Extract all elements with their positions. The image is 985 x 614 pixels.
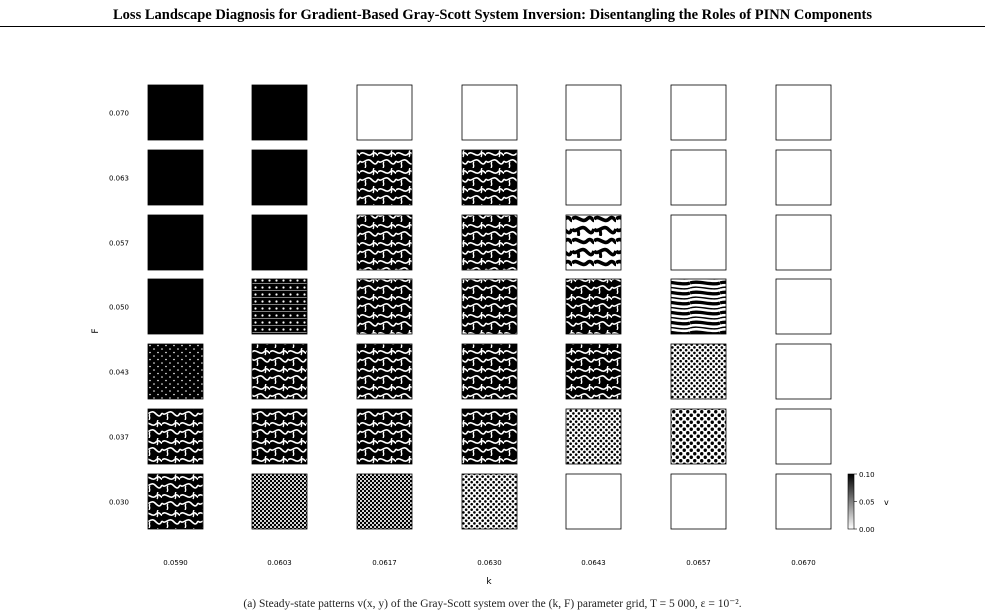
pattern-tile-empty — [776, 474, 831, 529]
pattern-tile-empty — [671, 85, 726, 140]
y-tick-label: 0.050 — [108, 303, 129, 312]
pattern-tile-labyrinth — [357, 215, 412, 270]
pattern-tile-solid — [252, 85, 307, 140]
pattern-tile-solid — [252, 215, 307, 270]
pattern-tile-labyrinth — [148, 474, 203, 529]
colorbar — [848, 471, 889, 534]
pattern-tile-labyrinth — [566, 279, 621, 334]
pattern-tile-empty — [776, 279, 831, 334]
x-tick-labels — [163, 559, 816, 567]
y-tick-label: 0.063 — [108, 174, 129, 183]
y-tick-labels — [109, 110, 129, 507]
pattern-tile-solid — [148, 85, 203, 140]
x-tick-label: 0.0603 — [267, 559, 292, 567]
x-tick-label: 0.0643 — [581, 559, 606, 567]
running-title: Loss Landscape Diagnosis for Gradient-Based Gray-Scott System Inversion: Disentangling the Roles of PINN Components — [113, 7, 872, 23]
y-tick-label: 0.030 — [108, 498, 129, 507]
colorbar-ticks — [854, 471, 875, 534]
x-axis-label: k — [486, 577, 492, 587]
page-header — [0, 0, 985, 27]
x-tick-label: 0.0657 — [686, 559, 711, 567]
pattern-tile-dense-spots — [357, 474, 412, 529]
pattern-tile-labyrinth — [357, 344, 412, 399]
colorbar-tick-label: 0.00 — [859, 526, 875, 534]
pattern-tile-sparse-spots — [148, 344, 203, 399]
colorbar-tick-label: 0.05 — [859, 498, 875, 507]
pattern-tile-thick-labyrinth — [566, 215, 621, 270]
pattern-tile-labyrinth — [566, 344, 621, 399]
pattern-tile-empty — [671, 215, 726, 270]
pattern-tile-solid — [148, 150, 203, 205]
pattern-tile-labyrinth — [462, 409, 517, 464]
pattern-tile-empty — [776, 85, 831, 140]
y-axis-label: F — [91, 328, 101, 334]
pattern-tile-labyrinth — [357, 279, 412, 334]
pattern-tile-solid — [252, 150, 307, 205]
pattern-tile-large-spots — [671, 409, 726, 464]
pattern-tile-labyrinth — [252, 409, 307, 464]
colorbar-tick-label: 0.10 — [859, 471, 875, 479]
pattern-tile-spots — [462, 474, 517, 529]
pattern-tile-holes — [252, 279, 307, 334]
y-tick-label: 0.070 — [108, 109, 129, 118]
pattern-tile-labyrinth — [357, 409, 412, 464]
x-tick-label: 0.0630 — [477, 559, 502, 567]
pattern-tile-dense-spots — [252, 474, 307, 529]
pattern-tile-stripes — [671, 279, 726, 334]
pattern-tile-labyrinth — [357, 150, 412, 205]
pattern-tile-empty — [776, 150, 831, 205]
pattern-tile-labyrinth — [462, 279, 517, 334]
pattern-tile-empty — [357, 85, 412, 140]
pattern-tile-spots — [566, 409, 621, 464]
pattern-tile-empty — [671, 150, 726, 205]
pattern-tile-labyrinth — [462, 150, 517, 205]
pattern-tile-empty — [776, 409, 831, 464]
pattern-tile-labyrinth — [462, 215, 517, 270]
pattern-tiles — [148, 85, 831, 529]
colorbar-gradient — [848, 474, 854, 529]
pattern-tile-empty — [671, 474, 726, 529]
pattern-tile-labyrinth — [148, 409, 203, 464]
pattern-grid-figure — [0, 60, 985, 600]
pattern-tile-empty — [462, 85, 517, 140]
figure-caption: (a) Steady-state patterns v(x, y) of the Gray-Scott system over the (k, F) parameter grid, T = 5 000, ε = 10⁻². — [243, 598, 742, 610]
y-tick-label: 0.037 — [108, 433, 129, 442]
pattern-tile-empty — [776, 344, 831, 399]
colorbar-label: v — [884, 498, 889, 507]
x-tick-label: 0.0590 — [163, 559, 188, 567]
pattern-tile-solid — [148, 279, 203, 334]
pattern-tile-spots — [671, 344, 726, 399]
pattern-tile-labyrinth — [462, 344, 517, 399]
x-tick-label: 0.0670 — [791, 559, 816, 567]
y-tick-label: 0.057 — [108, 239, 129, 248]
pattern-tile-empty — [566, 85, 621, 140]
pattern-tile-solid — [148, 215, 203, 270]
pattern-tile-empty — [776, 215, 831, 270]
y-tick-label: 0.043 — [108, 368, 129, 377]
pattern-tile-empty — [566, 150, 621, 205]
pattern-tile-empty — [566, 474, 621, 529]
x-tick-label: 0.0617 — [372, 559, 397, 567]
pattern-tile-labyrinth — [252, 344, 307, 399]
